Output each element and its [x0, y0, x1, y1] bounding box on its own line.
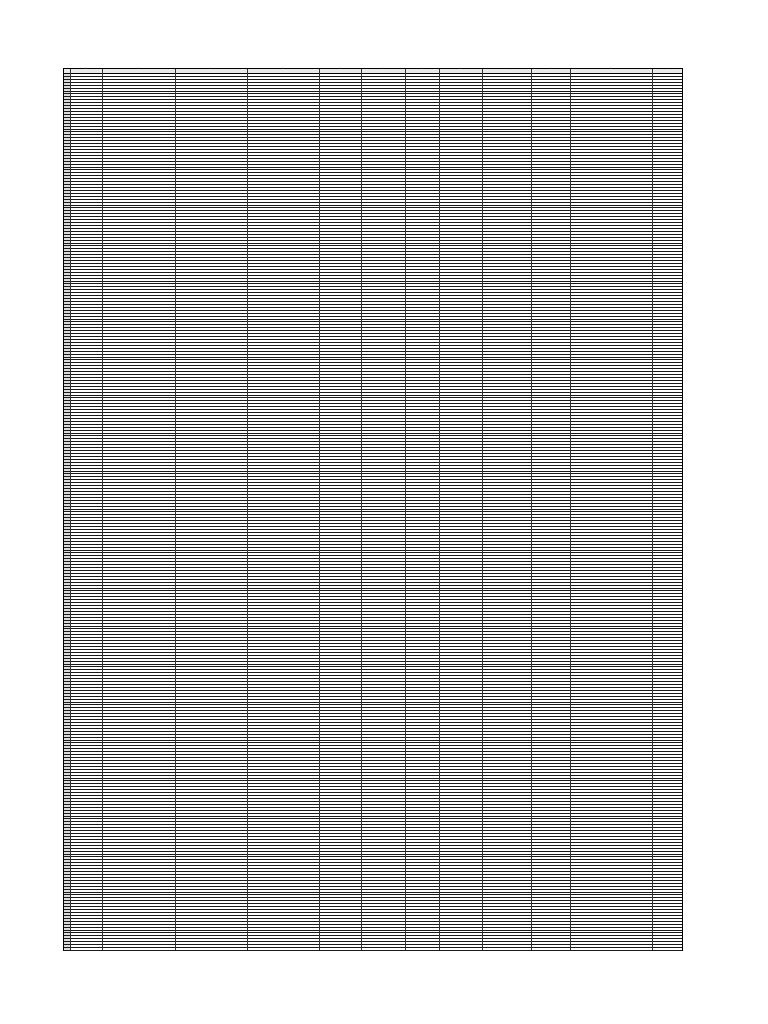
column-header-J[interactable]: J: [549, 68, 551, 70]
table-row[interactable]: [64, 948, 682, 951]
column-header-G[interactable]: G: [421, 68, 423, 70]
column-gridline: [102, 69, 103, 950]
row-area: [64, 74, 682, 950]
column-gridline: [439, 69, 440, 950]
column-header-K[interactable]: K: [610, 68, 612, 70]
column-gridline: [247, 69, 248, 950]
column-gridline: [482, 69, 483, 950]
column-gridline: [531, 69, 532, 950]
column-gridline: [361, 69, 362, 950]
column-header-D[interactable]: D: [282, 68, 284, 70]
column-gridline: [652, 69, 653, 950]
column-header-H[interactable]: H: [459, 68, 461, 70]
column-header-I[interactable]: I: [505, 68, 507, 70]
spreadsheet[interactable]: [63, 68, 683, 951]
column-header-F[interactable]: F: [382, 68, 384, 70]
column-gridline: [405, 69, 406, 950]
column-gridline: [70, 69, 71, 950]
column-gridline: [570, 69, 571, 950]
column-header-A[interactable]: A: [85, 68, 87, 70]
column-gridline: [319, 69, 320, 950]
column-gridline: [175, 69, 176, 950]
column-header-B[interactable]: B: [137, 68, 139, 70]
column-header-L[interactable]: L: [667, 68, 669, 70]
column-header-C[interactable]: C: [210, 68, 212, 70]
column-header-E[interactable]: E: [339, 68, 341, 70]
